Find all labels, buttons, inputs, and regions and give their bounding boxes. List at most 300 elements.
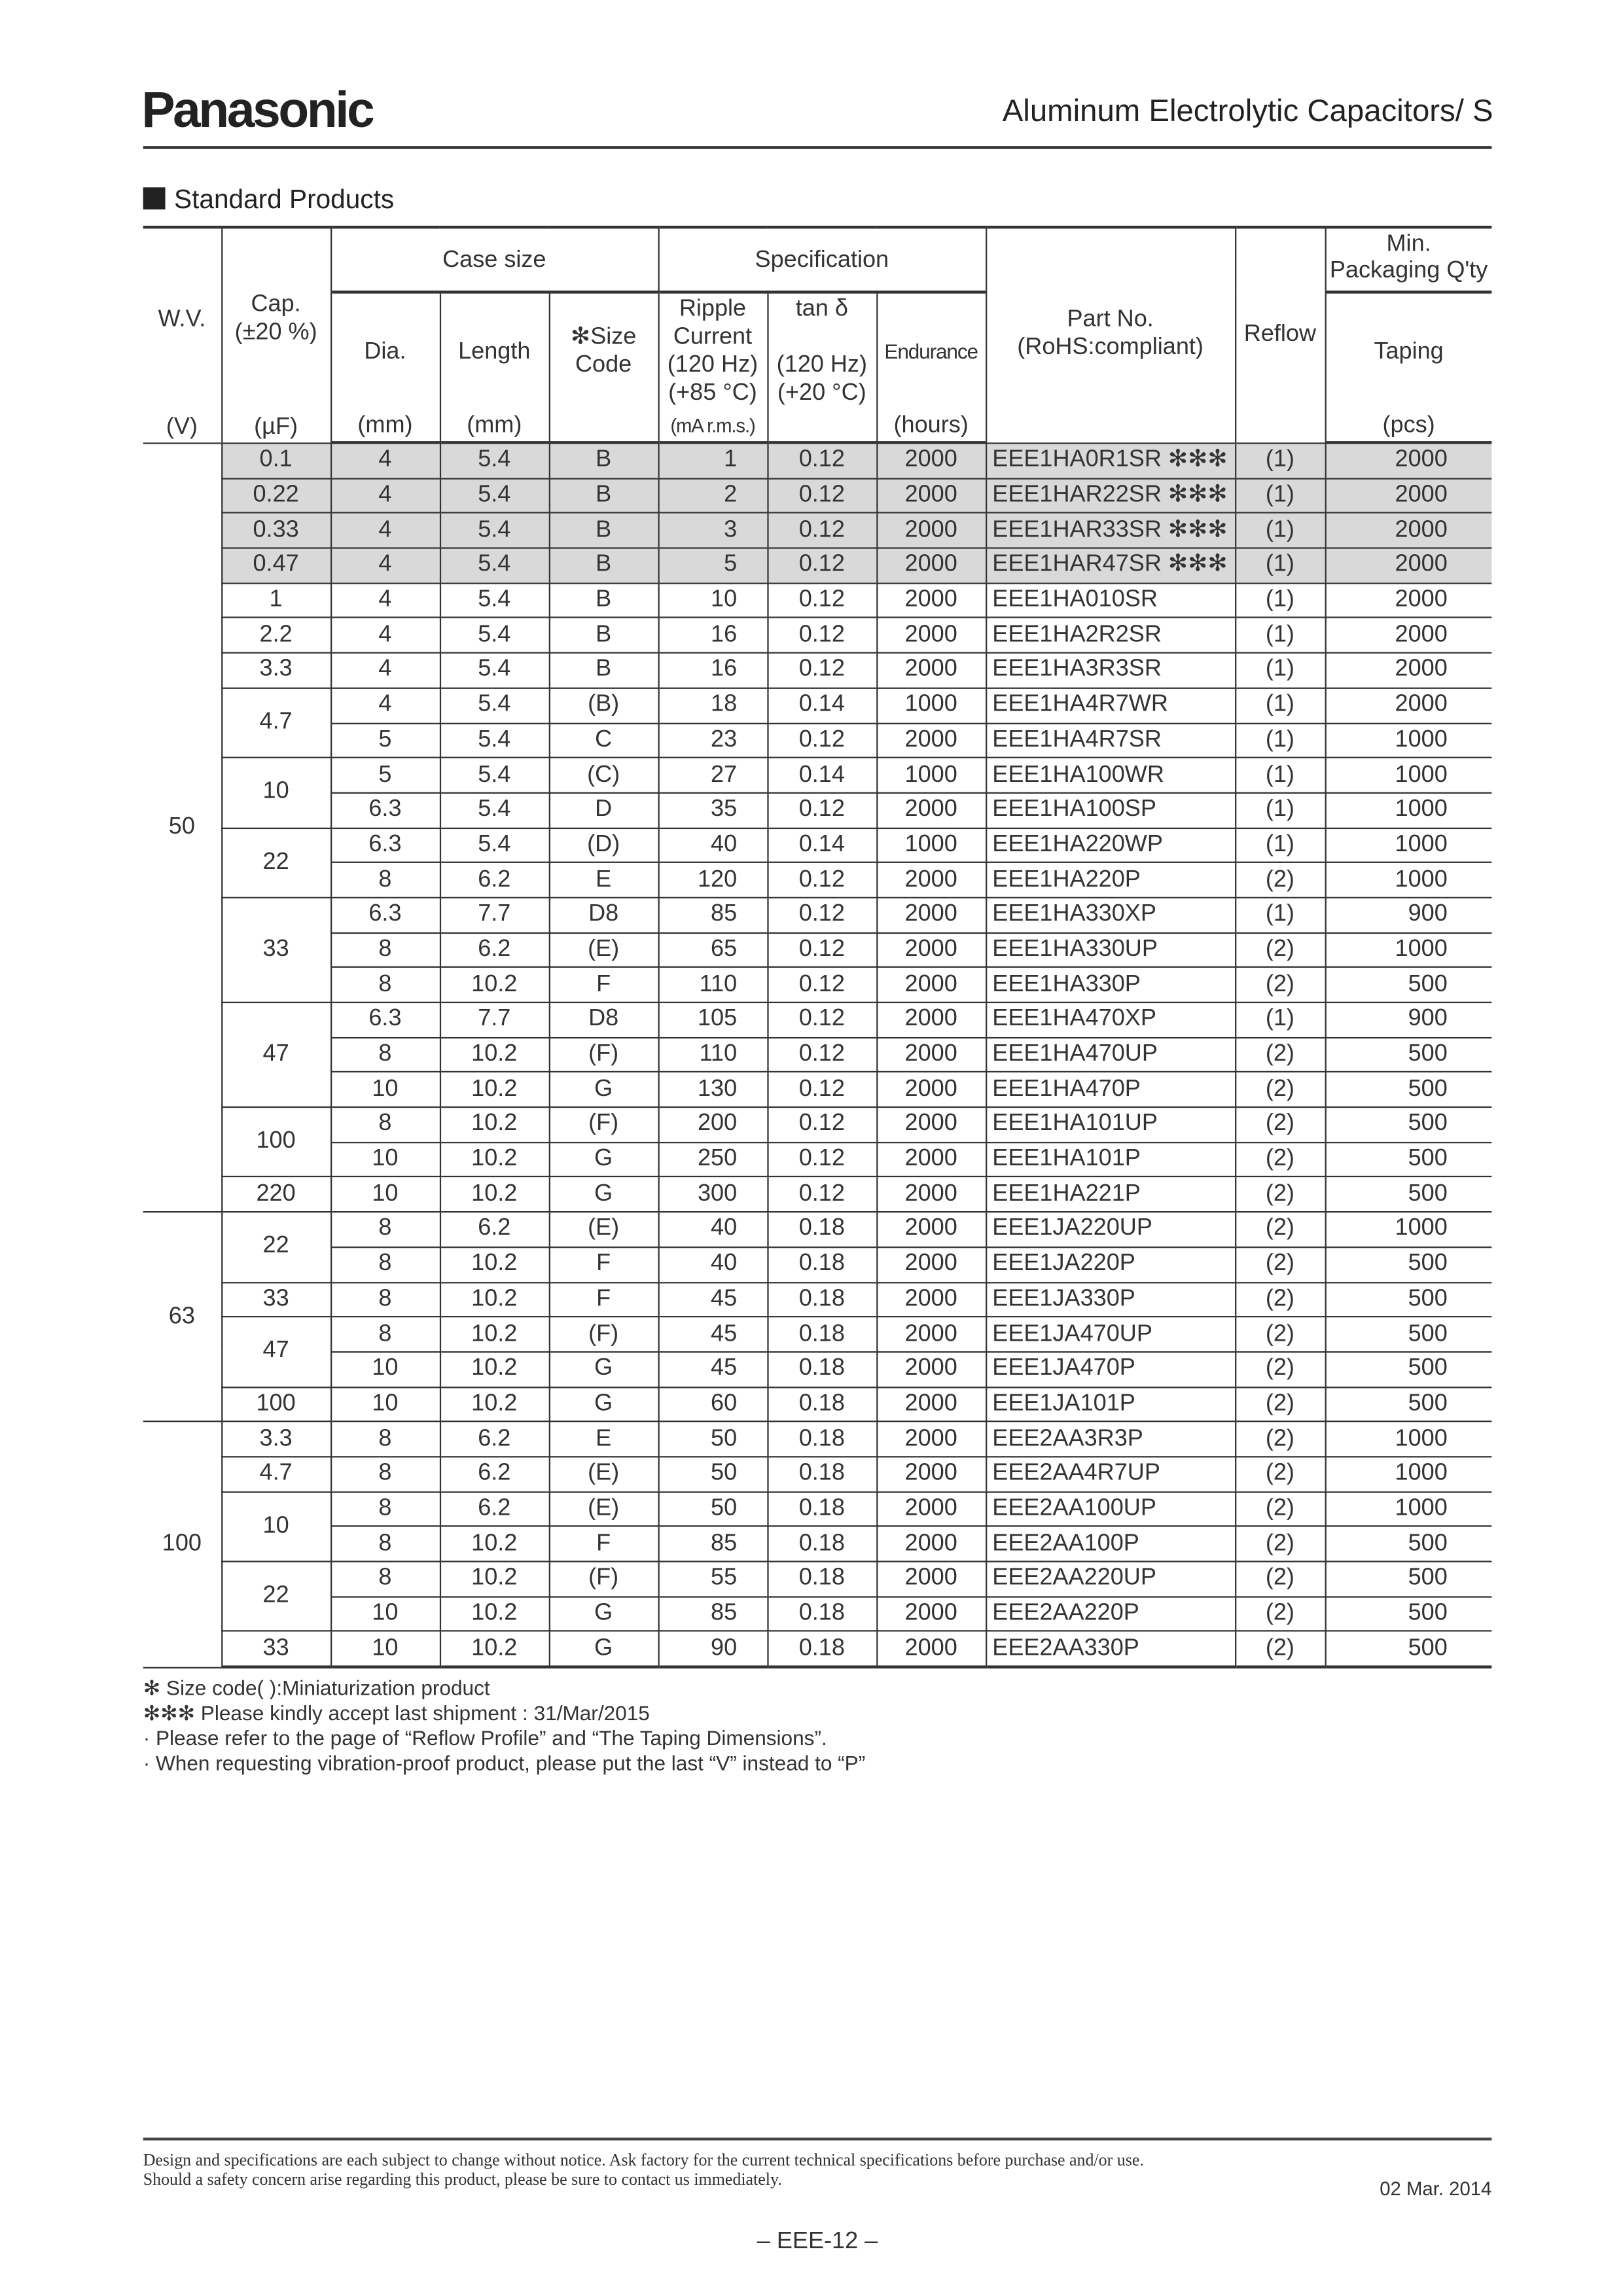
size-code-cell: B <box>549 583 658 618</box>
tan-delta-cell: 0.12 <box>767 1072 876 1107</box>
dia-cell: 8 <box>330 968 440 1002</box>
size-code-cell: E <box>549 1422 658 1457</box>
cap-cell: 33 <box>221 1631 330 1667</box>
endurance-cell: 2000 <box>876 442 986 478</box>
endurance-cell: 2000 <box>876 1177 986 1212</box>
size-code-cell: B <box>549 653 658 688</box>
length-cell: 5.4 <box>440 723 549 758</box>
taping-qty-cell: 500 <box>1325 1597 1492 1631</box>
endurance-cell: 2000 <box>876 932 986 967</box>
ripple-cell: 50 <box>658 1492 768 1527</box>
cap-cell: 22 <box>221 1212 330 1282</box>
taping-qty-cell: 500 <box>1325 1352 1492 1386</box>
tan-delta-cell: 0.12 <box>767 898 876 932</box>
dia-cell: 8 <box>330 1282 440 1316</box>
size-code-cell: (E) <box>549 1212 658 1246</box>
table-row <box>143 862 1492 897</box>
part-no-cell: EEE1HA4R7SR <box>986 723 1235 758</box>
cap-cell: 0.33 <box>221 513 330 548</box>
taping-qty-cell: 1000 <box>1325 723 1492 758</box>
ripple-cell: 10 <box>658 583 768 618</box>
header-min-packaging <box>1325 227 1492 292</box>
endurance-cell: 2000 <box>876 862 986 897</box>
ripple-cell: 1 <box>658 442 768 478</box>
cap-cell: 100 <box>221 1386 330 1421</box>
tan-delta-cell: 0.18 <box>767 1352 876 1386</box>
ripple-unit: (mA r.m.s.) <box>670 414 755 437</box>
taping-qty-cell: 1000 <box>1325 932 1492 967</box>
reflow-cell: (2) <box>1235 1631 1325 1667</box>
endurance-cell: 2000 <box>876 1282 986 1316</box>
tan-delta-cell: 0.14 <box>767 758 876 792</box>
length-cell: 5.4 <box>440 828 549 862</box>
dia-cell: 8 <box>330 1247 440 1282</box>
table-row <box>143 1002 1492 1037</box>
endurance-cell: 2000 <box>876 583 986 618</box>
length-cell: 10.2 <box>440 1282 549 1316</box>
taping-qty-cell: 1000 <box>1325 758 1492 792</box>
reflow-cell: (2) <box>1235 1037 1325 1072</box>
part-no-cell: EEE1JA330P <box>986 1282 1235 1316</box>
ripple-cell: 85 <box>658 898 768 932</box>
length-cell: 5.4 <box>440 688 549 722</box>
cap-cell: 47 <box>221 1317 330 1387</box>
part-no-cell: EEE1HAR22SR ✻✻✻ <box>986 478 1235 513</box>
endurance-cell: 2000 <box>876 723 986 758</box>
cap-cell: 3.3 <box>221 1422 330 1457</box>
endurance-cell: 2000 <box>876 1352 986 1386</box>
size-code-cell: F <box>549 1247 658 1282</box>
size-code-cell: G <box>549 1597 658 1631</box>
ripple-cell: 50 <box>658 1457 768 1491</box>
tan-delta-cell: 0.12 <box>767 513 876 548</box>
reflow-cell: (1) <box>1235 688 1325 722</box>
ripple-cell: 120 <box>658 862 768 897</box>
ripple-cell: 45 <box>658 1317 768 1352</box>
table-row <box>143 1631 1492 1667</box>
header-tan-delta <box>767 292 876 442</box>
taping-unit: (pcs) <box>1382 413 1435 438</box>
tan-delta-cell: 0.12 <box>767 862 876 897</box>
ripple-cell: 300 <box>658 1177 768 1212</box>
disclaimer-line-2: Should a safety concern arise regarding this product, please be sure to contact us immediately. <box>143 2171 782 2189</box>
tan-delta-cell: 0.18 <box>767 1386 876 1421</box>
cap-cell: 4.7 <box>221 1457 330 1491</box>
dia-cell: 10 <box>330 1072 440 1107</box>
cap-cell: 10 <box>221 1492 330 1562</box>
length-cell: 5.4 <box>440 653 549 688</box>
taping-label: Taping <box>1374 339 1444 364</box>
endurance-cell: 2000 <box>876 1037 986 1072</box>
size-code-cell: G <box>549 1072 658 1107</box>
taping-qty-cell: 2000 <box>1325 688 1492 722</box>
length-cell: 10.2 <box>440 1527 549 1561</box>
cap-unit: (µF) <box>254 414 298 439</box>
size-code-cell: F <box>549 1282 658 1316</box>
standard-products-table <box>143 226 1492 1669</box>
dia-cell: 4 <box>330 653 440 688</box>
part-no-cell: EEE1HA470P <box>986 1072 1235 1107</box>
part-no-cell: EEE2AA3R3P <box>986 1422 1235 1457</box>
note-size-code: ✻ Size code( ):Miniaturization product <box>143 1676 490 1700</box>
endurance-unit: (hours) <box>893 413 969 438</box>
size-code-cell: G <box>549 1177 658 1212</box>
size-code-cell: E <box>549 862 658 897</box>
reflow-cell: (2) <box>1235 1457 1325 1491</box>
taping-qty-cell: 2000 <box>1325 653 1492 688</box>
part-no-cell: EEE2AA100UP <box>986 1492 1235 1527</box>
dia-cell: 4 <box>330 583 440 618</box>
reflow-cell: (2) <box>1235 862 1325 897</box>
size-code-cell: F <box>549 968 658 1002</box>
length-cell: 10.2 <box>440 1631 549 1667</box>
size-code-cell: G <box>549 1142 658 1177</box>
min-packaging-label: Min. Packaging Q'ty <box>1329 231 1488 283</box>
taping-qty-cell: 500 <box>1325 1631 1492 1667</box>
reflow-cell: (2) <box>1235 1212 1325 1246</box>
table-row <box>143 932 1492 967</box>
taping-qty-cell: 1000 <box>1325 793 1492 828</box>
reflow-cell: (2) <box>1235 1492 1325 1527</box>
table-row <box>143 442 1492 478</box>
footer-divider <box>143 2138 1492 2141</box>
wv-cell: 63 <box>143 1212 221 1421</box>
dia-cell: 6.3 <box>330 898 440 932</box>
part-no-cell: EEE1JA470UP <box>986 1317 1235 1352</box>
size-code-cell: G <box>549 1386 658 1421</box>
length-cell: 10.2 <box>440 1597 549 1631</box>
taping-qty-cell: 500 <box>1325 1037 1492 1072</box>
part-no-cell: EEE1HA4R7WR <box>986 688 1235 722</box>
size-code-cell: D8 <box>549 1002 658 1037</box>
taping-qty-cell: 2000 <box>1325 478 1492 513</box>
part-no-cell: EEE1HA220WP <box>986 828 1235 862</box>
size-code-cell: B <box>549 442 658 478</box>
dia-cell: 8 <box>330 1037 440 1072</box>
table-row <box>143 1072 1492 1107</box>
endurance-cell: 2000 <box>876 548 986 583</box>
ripple-cell: 85 <box>658 1527 768 1561</box>
table-row <box>143 1527 1492 1561</box>
tan-delta-cell: 0.14 <box>767 688 876 722</box>
size-code-cell: (E) <box>549 932 658 967</box>
length-cell: 6.2 <box>440 932 549 967</box>
note-last-shipment: ✻✻✻ Please kindly accept last shipment : 31/Mar/2015 <box>143 1701 650 1725</box>
ripple-cell: 45 <box>658 1282 768 1316</box>
dia-cell: 8 <box>330 1561 440 1596</box>
table-row <box>143 723 1492 758</box>
cap-cell: 3.3 <box>221 653 330 688</box>
size-code-cell: G <box>549 1352 658 1386</box>
wv-label: W.V. <box>158 306 206 332</box>
endurance-cell: 2000 <box>876 793 986 828</box>
endurance-cell: 2000 <box>876 478 986 513</box>
part-no-cell: EEE1HAR47SR ✻✻✻ <box>986 548 1235 583</box>
header-dia <box>330 292 440 442</box>
ripple-cell: 60 <box>658 1386 768 1421</box>
reflow-label: Reflow <box>1243 321 1317 347</box>
taping-qty-cell: 500 <box>1325 1247 1492 1282</box>
endurance-cell: 2000 <box>876 968 986 1002</box>
tan-delta-cell: 0.18 <box>767 1422 876 1457</box>
taping-qty-cell: 1000 <box>1325 1457 1492 1491</box>
brand-logo: Panasonic <box>141 82 373 139</box>
size-code-cell: (C) <box>549 758 658 792</box>
length-cell: 10.2 <box>440 1561 549 1596</box>
reflow-cell: (1) <box>1235 828 1325 862</box>
header-ripple-current <box>658 292 768 442</box>
length-cell: 10.2 <box>440 1177 549 1212</box>
table-row <box>143 1597 1492 1631</box>
size-code-cell: D8 <box>549 898 658 932</box>
taping-qty-cell: 500 <box>1325 1177 1492 1212</box>
length-cell: 10.2 <box>440 968 549 1002</box>
endurance-cell: 2000 <box>876 1317 986 1352</box>
tan-delta-cell: 0.12 <box>767 478 876 513</box>
reflow-cell: (1) <box>1235 583 1325 618</box>
taping-qty-cell: 500 <box>1325 1107 1492 1142</box>
size-code-label: ✻Size Code <box>570 325 637 378</box>
endurance-cell: 1000 <box>876 758 986 792</box>
dia-cell: 6.3 <box>330 793 440 828</box>
header-divider <box>143 146 1492 149</box>
ripple-cell: 35 <box>658 793 768 828</box>
cap-cell: 22 <box>221 1561 330 1631</box>
tan-delta-cell: 0.12 <box>767 793 876 828</box>
cap-cell: 4.7 <box>221 688 330 758</box>
ripple-cell: 45 <box>658 1352 768 1386</box>
taping-qty-cell: 1000 <box>1325 862 1492 897</box>
endurance-cell: 2000 <box>876 1002 986 1037</box>
tan-delta-cell: 0.12 <box>767 1002 876 1037</box>
reflow-cell: (1) <box>1235 478 1325 513</box>
dia-cell: 5 <box>330 758 440 792</box>
taping-qty-cell: 2000 <box>1325 548 1492 583</box>
tan-delta-cell: 0.12 <box>767 1177 876 1212</box>
dia-cell: 8 <box>330 1457 440 1491</box>
dia-cell: 6.3 <box>330 828 440 862</box>
header-size-code <box>549 292 658 442</box>
reflow-cell: (1) <box>1235 758 1325 792</box>
size-code-cell: B <box>549 513 658 548</box>
ripple-cell: 16 <box>658 653 768 688</box>
size-code-cell: (F) <box>549 1107 658 1142</box>
size-code-cell: F <box>549 1527 658 1561</box>
taping-qty-cell: 2000 <box>1325 583 1492 618</box>
length-cell: 10.2 <box>440 1352 549 1386</box>
cap-cell: 1 <box>221 583 330 618</box>
tan-delta-cell: 0.12 <box>767 548 876 583</box>
cap-cell: 2.2 <box>221 618 330 653</box>
size-code-cell: (F) <box>549 1561 658 1596</box>
reflow-cell: (1) <box>1235 653 1325 688</box>
taping-qty-cell: 500 <box>1325 1142 1492 1177</box>
table-row <box>143 1561 1492 1596</box>
cap-cell: 47 <box>221 1002 330 1107</box>
part-no-cell: EEE1HA221P <box>986 1177 1235 1212</box>
ripple-cell: 50 <box>658 1422 768 1457</box>
table-row <box>143 793 1492 828</box>
dia-label: Dia. <box>364 339 406 364</box>
endurance-cell: 2000 <box>876 1561 986 1596</box>
disclaimer-line-1: Design and specifications are each subject to change without notice. Ask factory for the current technical specifications before purchase and/or use. <box>143 2152 1144 2170</box>
table-row <box>143 1107 1492 1142</box>
header-wv <box>143 227 221 442</box>
reflow-cell: (1) <box>1235 618 1325 653</box>
endurance-cell: 2000 <box>876 1386 986 1421</box>
part-no-cell: EEE2AA330P <box>986 1631 1235 1667</box>
reflow-cell: (1) <box>1235 793 1325 828</box>
part-no-cell: EEE1JA101P <box>986 1386 1235 1421</box>
wv-unit: (V) <box>166 414 198 439</box>
endurance-cell: 1000 <box>876 688 986 722</box>
part-no-label: Part No. (RoHS:compliant) <box>1017 306 1204 361</box>
ripple-cell: 40 <box>658 828 768 862</box>
dia-cell: 10 <box>330 1631 440 1667</box>
header-cap <box>221 227 330 442</box>
table-row <box>143 898 1492 932</box>
cap-label: Cap. (±20 %) <box>234 292 317 345</box>
endurance-cell: 2000 <box>876 1072 986 1107</box>
tan-delta-cell: 0.12 <box>767 723 876 758</box>
ripple-cell: 40 <box>658 1247 768 1282</box>
taping-qty-cell: 2000 <box>1325 442 1492 478</box>
wv-cell: 50 <box>143 442 221 1212</box>
endurance-cell: 2000 <box>876 1631 986 1667</box>
reflow-cell: (2) <box>1235 1527 1325 1561</box>
table-row <box>143 583 1492 618</box>
tan-delta-cell: 0.18 <box>767 1561 876 1596</box>
ripple-cell: 110 <box>658 1037 768 1072</box>
ripple-cell: 130 <box>658 1072 768 1107</box>
taping-qty-cell: 500 <box>1325 1317 1492 1352</box>
ripple-cell: 90 <box>658 1631 768 1667</box>
length-cell: 10.2 <box>440 1072 549 1107</box>
size-code-cell: D <box>549 793 658 828</box>
table-row <box>143 1352 1492 1386</box>
tan-delta-cell: 0.12 <box>767 618 876 653</box>
tan-delta-cell: 0.14 <box>767 828 876 862</box>
part-no-cell: EEE1HA470XP <box>986 1002 1235 1037</box>
reflow-cell: (2) <box>1235 1072 1325 1107</box>
dia-cell: 8 <box>330 932 440 967</box>
length-cell: 5.4 <box>440 758 549 792</box>
ripple-cell: 85 <box>658 1597 768 1631</box>
taping-qty-cell: 500 <box>1325 1386 1492 1421</box>
taping-qty-cell: 500 <box>1325 1072 1492 1107</box>
length-cell: 10.2 <box>440 1107 549 1142</box>
dia-cell: 10 <box>330 1177 440 1212</box>
ripple-label: Ripple Current (120 Hz) (+85 °C) <box>667 296 758 406</box>
case-size-label: Case size <box>442 247 546 274</box>
tan-delta-cell: 0.18 <box>767 1527 876 1561</box>
table-row <box>143 758 1492 792</box>
header-reflow <box>1235 227 1325 442</box>
size-code-cell: B <box>549 478 658 513</box>
dia-cell: 8 <box>330 1527 440 1561</box>
reflow-cell: (2) <box>1235 932 1325 967</box>
dia-cell: 4 <box>330 513 440 548</box>
taping-qty-cell: 1000 <box>1325 1212 1492 1246</box>
length-cell: 6.2 <box>440 1492 549 1527</box>
cap-cell: 0.1 <box>221 442 330 478</box>
part-no-cell: EEE1HA101P <box>986 1142 1235 1177</box>
page-number: – EEE-12 – <box>757 2229 878 2254</box>
document-title: Aluminum Electrolytic Capacitors/ S <box>1002 94 1493 129</box>
table-row <box>143 548 1492 583</box>
tan-delta-cell: 0.18 <box>767 1247 876 1282</box>
part-no-cell: EEE2AA4R7UP <box>986 1457 1235 1491</box>
reflow-cell: (2) <box>1235 1282 1325 1316</box>
tan-delta-cell: 0.12 <box>767 442 876 478</box>
length-cell: 6.2 <box>440 1422 549 1457</box>
reflow-cell: (2) <box>1235 1107 1325 1142</box>
tan-delta-cell: 0.18 <box>767 1597 876 1631</box>
ripple-cell: 27 <box>658 758 768 792</box>
part-no-cell: EEE1HA330UP <box>986 932 1235 967</box>
endurance-cell: 2000 <box>876 1457 986 1491</box>
tan-delta-cell: 0.18 <box>767 1212 876 1246</box>
table-row <box>143 1317 1492 1352</box>
ripple-cell: 23 <box>658 723 768 758</box>
length-label: Length <box>458 339 531 364</box>
taping-qty-cell: 2000 <box>1325 618 1492 653</box>
note-vibration-proof: · When requesting vibration-proof product, please put the last “V” instead to “P” <box>143 1751 866 1775</box>
size-code-cell: B <box>549 618 658 653</box>
size-code-cell: (B) <box>549 688 658 722</box>
reflow-cell: (2) <box>1235 968 1325 1002</box>
square-bullet-icon <box>143 187 166 209</box>
reflow-cell: (2) <box>1235 1142 1325 1177</box>
dia-unit: (mm) <box>357 413 413 438</box>
taping-qty-cell: 500 <box>1325 1282 1492 1316</box>
header-length <box>440 292 549 442</box>
taping-qty-cell: 900 <box>1325 1002 1492 1037</box>
length-cell: 6.2 <box>440 1212 549 1246</box>
section-heading <box>143 185 394 215</box>
dia-cell: 10 <box>330 1597 440 1631</box>
table-row <box>143 1386 1492 1421</box>
table-row <box>143 1282 1492 1316</box>
part-no-cell: EEE1HA100WR <box>986 758 1235 792</box>
cap-cell: 220 <box>221 1177 330 1212</box>
endurance-label: Endurance <box>884 339 978 363</box>
table-row <box>143 1422 1492 1457</box>
table-row <box>143 653 1492 688</box>
part-no-cell: EEE1HA3R3SR <box>986 653 1235 688</box>
size-code-cell: (D) <box>549 828 658 862</box>
dia-cell: 4 <box>330 548 440 583</box>
reflow-cell: (2) <box>1235 1352 1325 1386</box>
dia-cell: 5 <box>330 723 440 758</box>
length-cell: 5.4 <box>440 583 549 618</box>
tan-delta-cell: 0.12 <box>767 968 876 1002</box>
length-cell: 5.4 <box>440 793 549 828</box>
table-row <box>143 968 1492 1002</box>
length-cell: 5.4 <box>440 478 549 513</box>
length-cell: 10.2 <box>440 1142 549 1177</box>
reflow-cell: (1) <box>1235 442 1325 478</box>
tan-delta-cell: 0.12 <box>767 1037 876 1072</box>
size-code-cell: (F) <box>549 1317 658 1352</box>
ripple-cell: 40 <box>658 1212 768 1246</box>
table-row <box>143 1457 1492 1491</box>
dia-cell: 4 <box>330 478 440 513</box>
endurance-cell: 2000 <box>876 1597 986 1631</box>
taping-qty-cell: 500 <box>1325 1527 1492 1561</box>
wv-cell: 100 <box>143 1422 221 1667</box>
endurance-cell: 1000 <box>876 828 986 862</box>
